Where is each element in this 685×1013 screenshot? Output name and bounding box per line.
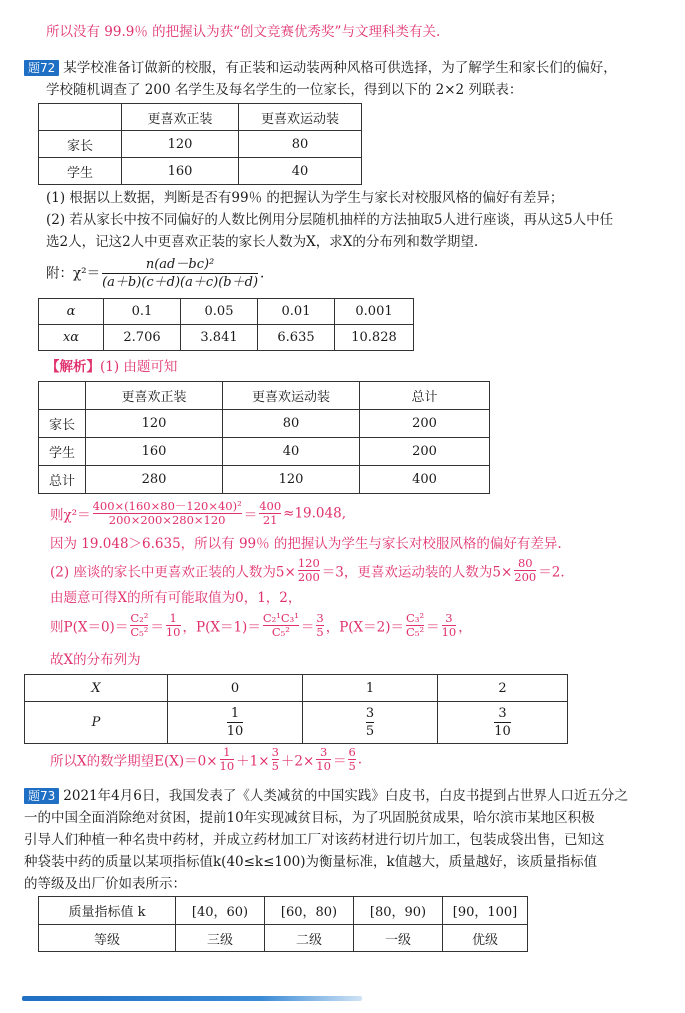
q72-stem-line2: 学校随机调查了 200 名学生及每名学生的一位家长，得到以下的 2×2 列联表： xyxy=(46,82,523,98)
chi-square-formula: $\frac{\text{n(ad－bc)²}}{(a+b)(c+d)(a+c)(b+d)}$ xyxy=(102,257,259,290)
analysis-heading: 【解析】(1) 由题可知 xyxy=(46,359,178,375)
q72-contingency-table: 更喜欢正装 更喜欢运动装 家长 120 80 学生 160 40 xyxy=(38,103,362,185)
q72-part2-line2: 选2人，记这2人中更喜欢正装的家长人数为X，求X的分布列和数学期望. xyxy=(46,234,479,250)
chi-square-computation: 则χ²＝ $\frac{\text{400×(160×80－120×40)²}}{200\times 200\times 280\times 120}$ ＝ $\frac{400}{21}$ ≈19.048, xyxy=(50,499,346,527)
p-value-2: $\frac{3}{10}$ xyxy=(494,706,511,739)
distribution-label: 故X的分布列为 xyxy=(50,652,141,668)
possible-values-line: 由题意可得X的所有可能取值为0，1，2， xyxy=(50,590,302,606)
distribution-table: X 0 1 2 P $\frac{1}{10}$ $\frac{3}{5}$ $\frac{3}{10}$ xyxy=(24,674,568,744)
q72-totals-table: 更喜欢正装 更喜欢运动装 总计 家长 120 80 200 学生 160 40 200 总计 280 120 400 xyxy=(38,381,490,494)
previous-conclusion: 所以没有 99.9％ 的把握认为获“创文竞赛优秀奖”与文理科类有关. xyxy=(46,24,441,40)
expectation-line: 所以X的数学期望E(X)＝0× $\frac{1}{10}$ ＋1× $\frac{3}{5}$ ＋2× $\frac{3}{10}$ ＝ $\frac{6}{5}$ . xyxy=(50,745,363,773)
q72-stem-line1: 题72 某学校准备订做新的校服，有正装和运动装两种风格可供选择，为了解学生和家长们的偏好， xyxy=(24,58,617,78)
probability-line: 则P(X＝0)＝ $\frac{\text{C₂²}}{\text{C₅²}}$ ＝ $\frac{1}{10}$ ，P(X＝1)＝ $\frac{\text{C₂¹C₃¹}}{\text{C₅²}}$ ＝ $\frac{3}{5}$ ，P(X＝2)＝ $\frac{\text{C₃²}}{\text{C₅²}}$ ＝ $\frac{3}{10}$ ， xyxy=(50,611,472,639)
p-value-1: $\frac{3}{5}$ xyxy=(365,706,375,739)
q73-line1: 题73 2021年4月6日，我国发表了《人类减贫的中国实践》白皮书，白皮书提到占世界人口近五分之 xyxy=(24,786,628,806)
q72-badge: 题72 xyxy=(24,60,59,76)
q73-line3: 引导人们种植一种名贵中药材，并成立药材加工厂对该药材进行切片加工，包装成袋出售，已知这 xyxy=(24,832,605,848)
q72-part1: (1) 根据以上数据，判断是否有99％ 的把握认为学生与家长对校服风格的偏好有差异； xyxy=(46,190,564,206)
q73-line4: 种袋装中药的质量以某项指标值k(40≤k≤100)为衡量标准，k值越大，质量越好，该质量指标值 xyxy=(24,854,598,870)
q73-line2: 一的中国全面消除绝对贫困，提前10年实现减贫目标，为了巩固脱贫成果，哈尔滨市某地区积极 xyxy=(24,810,595,826)
conclusion-part1: 因为 19.048＞6.635，所以有 99％ 的把握认为学生与家长对校服风格的偏好有差异. xyxy=(50,536,562,552)
q73-line5: 的等级及出厂价如表所示： xyxy=(24,876,186,892)
p-value-0: $\frac{1}{10}$ xyxy=(226,706,244,739)
q73-grade-table: 质量指标值 k [40，60) [60，80) [80，90) [90，100] 等级 三级 二级 一级 优级 xyxy=(38,896,528,952)
appendix-formula: 附：χ²＝ $\frac{\text{n(ad－bc)²}}{(a+b)(c+d)(a+c)(b+d)}$ . xyxy=(46,257,265,290)
q72-part2-line1: (2) 若从家长中按不同偏好的人数比例用分层随机抽样的方法抽取5人进行座谈，再从这5人中任 xyxy=(46,212,614,228)
footer-bar xyxy=(22,996,362,1001)
critical-value-table: α 0.1 0.05 0.01 0.001 xα 2.706 3.841 6.635 10.828 xyxy=(38,298,414,351)
q73-badge: 题73 xyxy=(24,788,59,804)
stratified-sampling-line: (2) 座谈的家长中更喜欢正装的人数为5× $\frac{120}{200}$ ＝3，更喜欢运动装的人数为5× $\frac{80}{200}$ ＝2. xyxy=(50,556,565,584)
